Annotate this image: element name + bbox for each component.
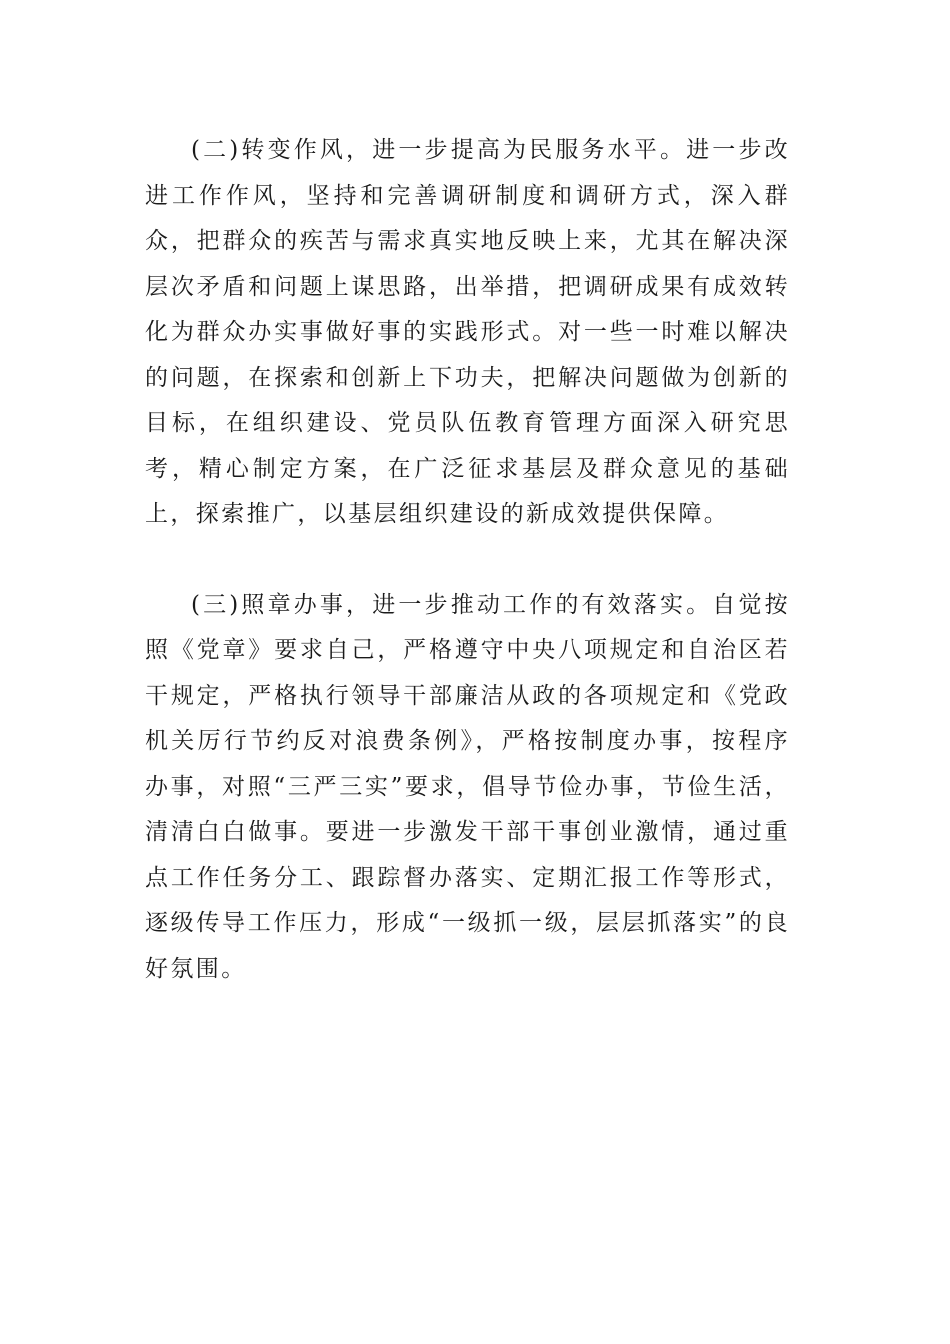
paragraph-section-2: (二)转变作风，进一步提高为民服务水平。进一步改进工作作风，坚持和完善调研制度和调研方式，深入群众，把群众的疾苦与需求真实地反映上来，尤其在解决深层次矛盾和问题上谋思路，出举措，把调研成果有成效转化为群众办实事做好事的实践形式。对一些一时难以解决的问题，在探索和创新上下功夫，把解决问题做为创新的目标，在组织建设、党员队伍教育管理方面深入研究思考，精心制定方案，在广泛征求基层及群众意见的基础上，探索推广，以基层组织建设的新成效提供保障。: [145, 137, 790, 527]
paragraph-section-3: (三)照章办事，进一步推动工作的有效落实。自觉按照《党章》要求自己，严格遵守中央八项规定和自治区若干规定，严格执行领导干部廉洁从政的各项规定和《党政机关厉行节约反对浪费条例》，严格按制度办事，按程序办事，对照“三严三实”要求，倡导节俭办事，节俭生活，清清白白做事。要进一步激发干部干事创业激情，通过重点工作任务分工、跟踪督办落实、定期汇报工作等形式，逐级传导工作压力，形成“一级抓一级，层层抓落实”的良好氛围。: [145, 591, 790, 982]
document-body: [145, 128, 790, 992]
